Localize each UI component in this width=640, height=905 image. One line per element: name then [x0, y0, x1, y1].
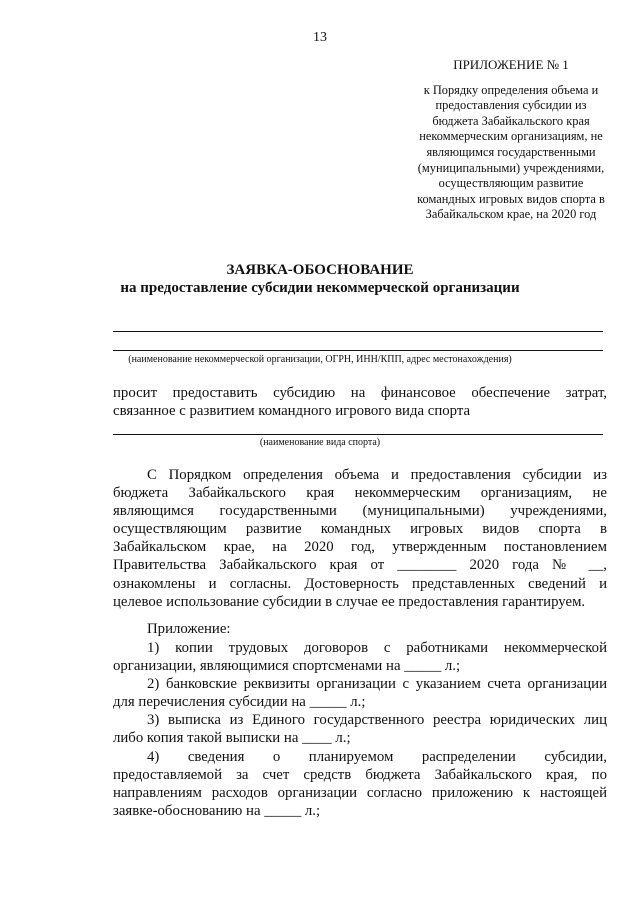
appendix-title: ПРИЛОЖЕНИЕ № 1 [453, 57, 569, 72]
main-line: Забайкальском крае, на 2020 год, утвержденным постановлением [113, 539, 607, 556]
attachment-3-line: либо копия такой выписки на ____ л.; [113, 730, 351, 747]
appendix-line: к Порядку определения объема и [423, 82, 599, 97]
main-line: ознакомлены и согласны. Достоверность представленных сведений и [113, 575, 607, 592]
appendix-line: являющимся государственными [426, 144, 596, 159]
title-line-1: ЗАЯВКА-ОБОСНОВАНИЕ [226, 262, 414, 278]
main-line: Правительства Забайкальского края от ________ 2020 года № __, [113, 557, 607, 574]
appendix-line: командных игровых видов спорта в [417, 191, 605, 206]
appendix-line: осуществляющим развитие [438, 176, 584, 191]
document-title [0, 261, 640, 297]
attachments-heading: Приложение: [147, 621, 231, 637]
appendix-line: некоммерческим организациям, не [419, 129, 603, 144]
attachment-1-line: 1) копии трудовых договоров с работниками некоммерческой [147, 640, 607, 656]
request-line-1: просит предоставить субсидию на финансовое обеспечение затрат, [113, 385, 607, 401]
main-line: осуществляющим развитие командных игровых видов спорта в [113, 521, 607, 538]
appendix-line: Забайкальском крае, на 2020 год [425, 207, 597, 222]
attachment-4-line: заявке-обоснованию на _____ л.; [113, 802, 321, 819]
attachments-list [113, 639, 607, 820]
appendix-block [402, 57, 620, 223]
sport-name-line [113, 434, 603, 435]
attachment-1-line: организации, являющимися спортсменами на _____ л.; [113, 658, 461, 675]
org-caption: (наименование некоммерческой организации, ОГРН, ИНН/КПП, адрес местонахождения) [128, 354, 512, 365]
appendix-line: бюджета Забайкальского края [432, 113, 590, 128]
attachment-2-line: 2) банковские реквизиты организации с указанием счета организации [147, 676, 607, 693]
org-name-line-2 [113, 350, 603, 351]
sport-caption: (наименование вида спорта) [259, 437, 381, 448]
attachment-4-line: 4) сведения о планируемом распределении субсидии, [147, 748, 607, 765]
main-line: целевое использование субсидии в случае ее предоставления гарантируем. [113, 593, 586, 610]
request-text [113, 384, 607, 420]
attachment-3-line: 3) выписка из Единого государственного реестра юридических лиц [147, 712, 607, 729]
main-paragraph [113, 466, 607, 611]
main-line: С Порядком определения объема и предоставления субсидии из [147, 467, 607, 483]
request-line-2: связанное с развитием командного игрового вида спорта [113, 403, 471, 420]
appendix-line: предоставления субсидии из [435, 98, 587, 113]
main-line: являющимся государственными (муниципальными) учреждениями, [113, 503, 607, 520]
title-line-2: на предоставление субсидии некоммерческой организации [120, 280, 520, 296]
attachment-4-line: предоставляемой за счет средств бюджета Забайкальского края, по [113, 766, 607, 783]
appendix-line: (муниципальными) учреждениями, [417, 160, 605, 175]
org-name-line-1 [113, 331, 603, 332]
page-number: 13 [313, 30, 327, 45]
attachment-4-line: направлениям расходов организации согласно приложению к настоящей [113, 784, 607, 801]
main-line: бюджета Забайкальского края некоммерческим организациям, не [113, 485, 607, 502]
attachment-2-line: для перечисления субсидии на _____ л.; [113, 694, 366, 711]
